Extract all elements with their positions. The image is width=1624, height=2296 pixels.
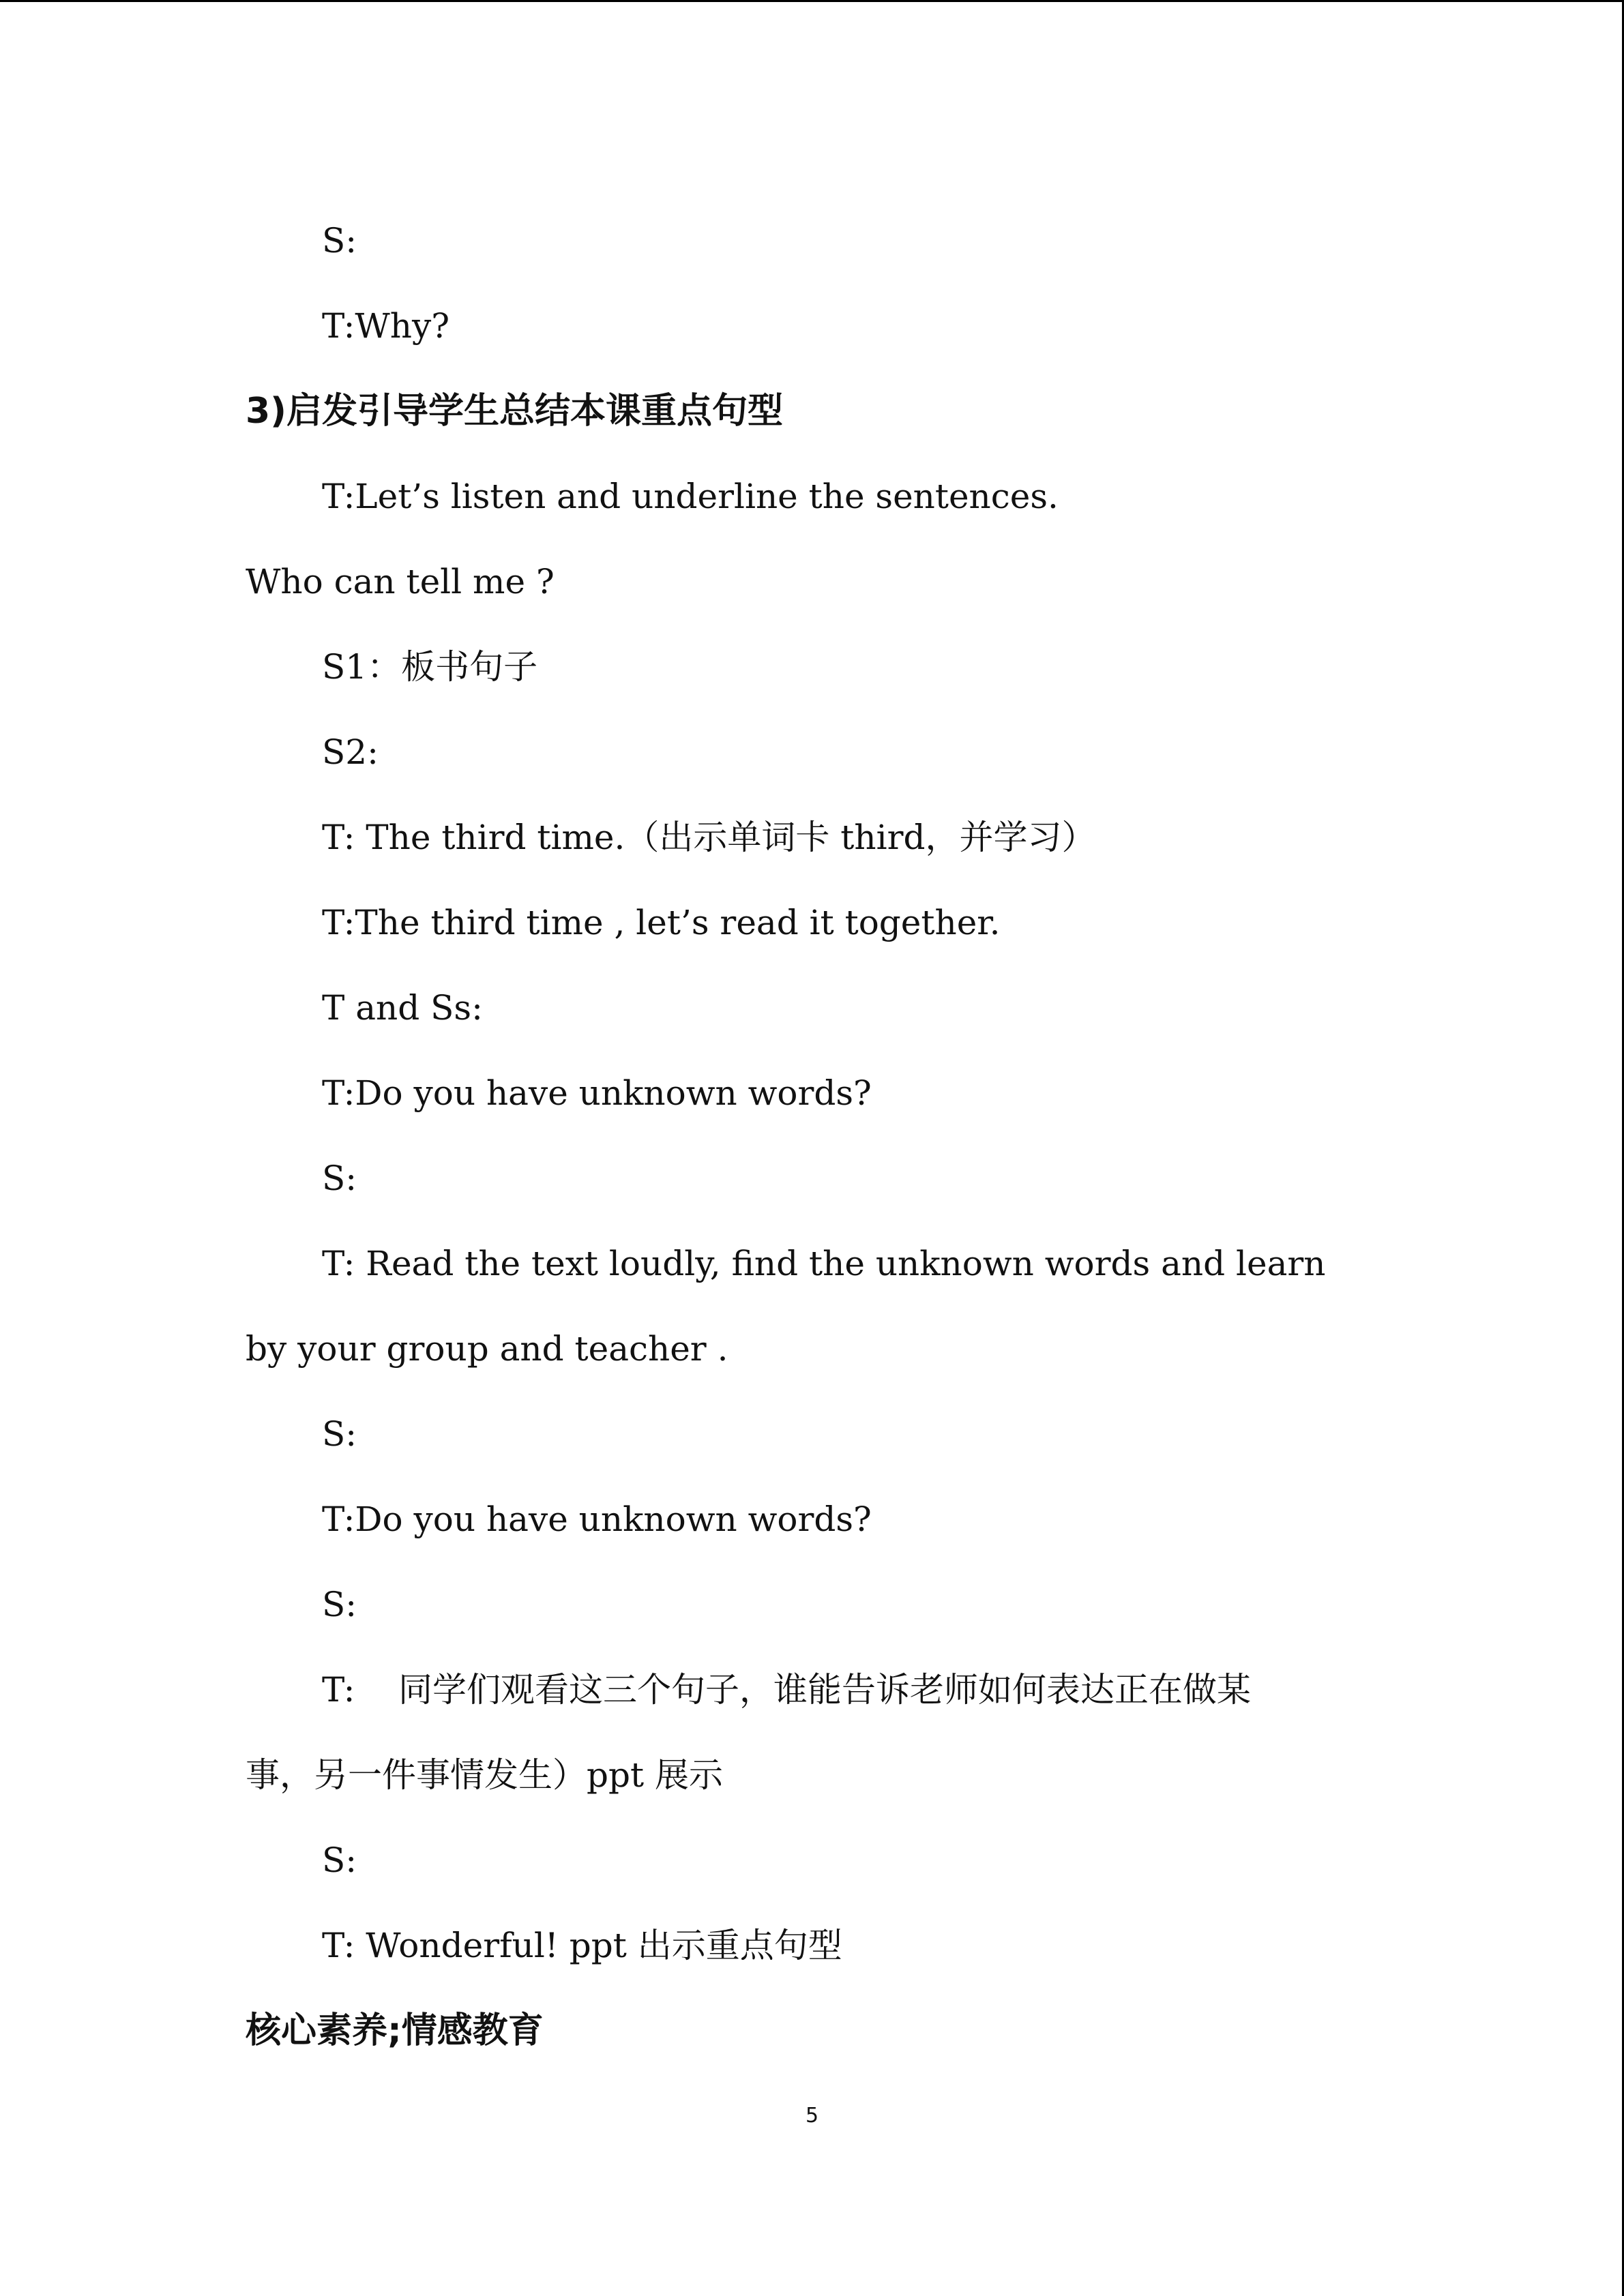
dialogue-line: T: 同学们观看这三个句子，谁能告诉老师如何表达正在做某 (322, 1670, 1251, 1710)
dialogue-line: S1：板书句子 (322, 647, 538, 687)
document-body (246, 217, 1391, 2092)
dialogue-line: T:Do you have unknown words? (322, 1500, 872, 1539)
dialogue-line: S: (322, 1159, 357, 1198)
continuation-line: 事，另一件事情发生）ppt 展示 (246, 1755, 723, 1795)
page-number: 5 (805, 2104, 819, 2128)
dialogue-line: T: The third time.（出示单词卡 third，并学习） (322, 818, 1096, 857)
dialogue-line: S: (322, 221, 357, 260)
dialogue-line: T:Let’s listen and underline the sentences. (322, 477, 1059, 516)
dialogue-line: T and Ss: (322, 988, 483, 1028)
continuation-line: by your group and teacher . (246, 1329, 728, 1369)
dialogue-line: S: (322, 1585, 357, 1624)
section-heading: 3)启发引导学生总结本课重点句型 (246, 391, 783, 432)
section-heading: 核心素养;情感教育 (246, 2010, 544, 2051)
dialogue-line: T:Do you have unknown words? (322, 1073, 872, 1113)
dialogue-line: S2: (322, 732, 379, 772)
dialogue-line: S: (322, 1840, 357, 1880)
dialogue-line: T: Wonderful! ppt 出示重点句型 (322, 1926, 842, 1965)
dialogue-line: T: Read the text loudly, find the unknown words and learn (322, 1244, 1326, 1283)
dialogue-line: T:The third time , let’s read it together. (322, 903, 1001, 942)
continuation-line: Who can tell me ? (246, 562, 555, 601)
dialogue-line: T:Why? (322, 306, 450, 346)
dialogue-line: S: (322, 1414, 357, 1454)
